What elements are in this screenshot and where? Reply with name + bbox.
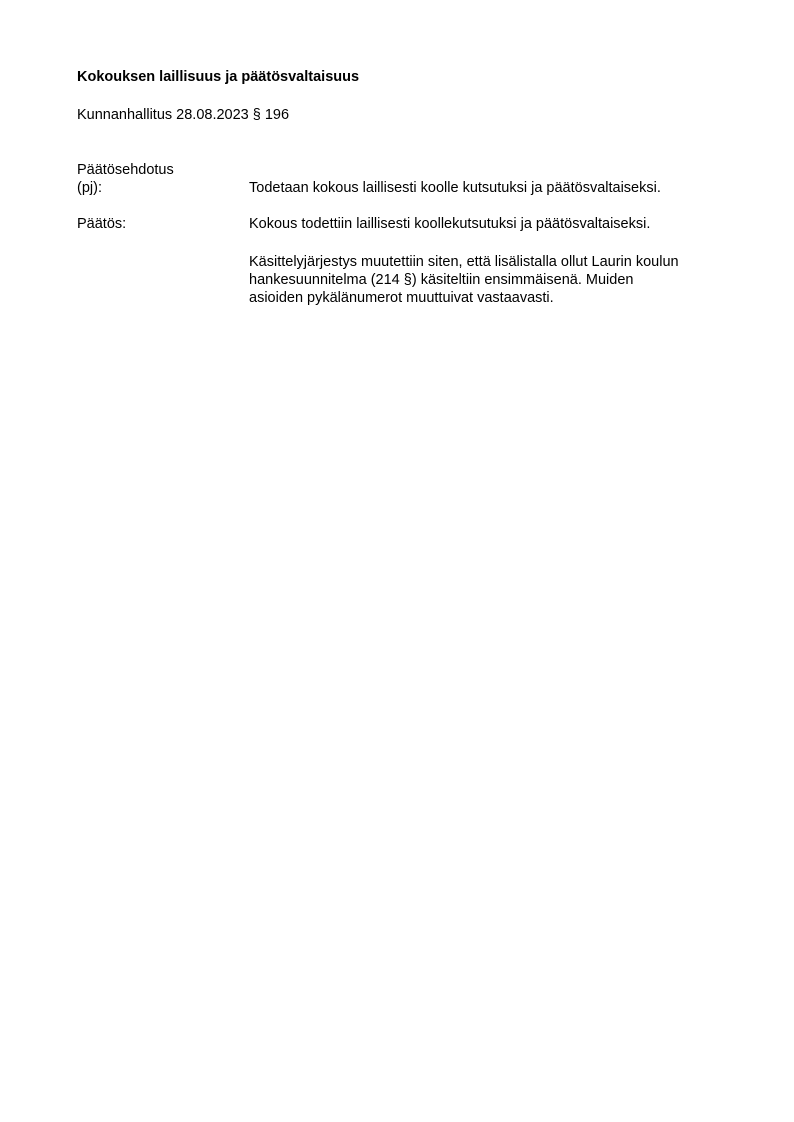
decision-note-line2: hankesuunnitelma (214 §) käsiteltiin ensimmäisenä. Muiden: [249, 272, 634, 288]
proposal-label: [77, 161, 174, 197]
meeting-reference: Kunnanhallitus 28.08.2023 § 196: [77, 107, 290, 123]
page-title: Kokouksen laillisuus ja päätösvaltaisuus: [77, 69, 360, 85]
decision-note-line3: asioiden pykälänumerot muuttuivat vastaavasti.: [249, 290, 554, 306]
decision-label: Päätös:: [77, 216, 127, 232]
proposal-label-line1: Päätösehdotus: [77, 162, 174, 178]
proposal-label-line2: (pj):: [77, 180, 102, 196]
decision-note-line1: Käsittelyjärjestys muutettiin siten, että lisälistalla ollut Laurin koulun: [249, 254, 679, 270]
proposal-text: Todetaan kokous laillisesti koolle kutsutuksi ja päätösvaltaiseksi.: [249, 180, 661, 196]
decision-text: Kokous todettiin laillisesti koollekutsutuksi ja päätösvaltaiseksi.: [249, 216, 651, 232]
decision-note: [249, 253, 729, 307]
